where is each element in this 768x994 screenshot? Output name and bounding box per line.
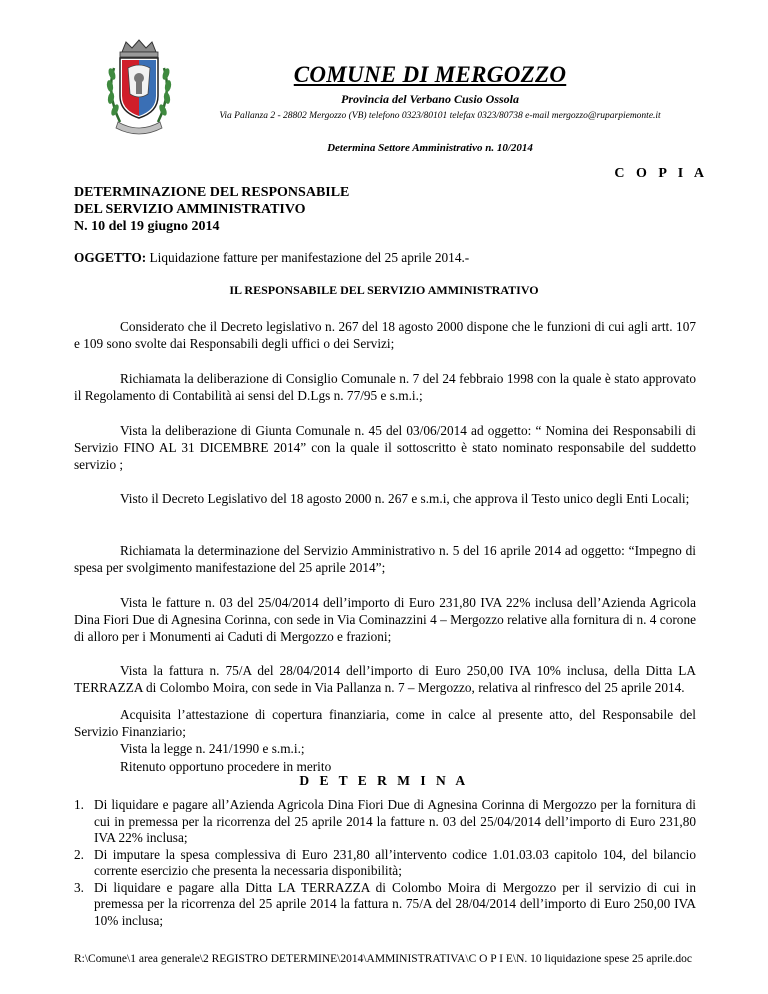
- heading-line-3: N. 10 del 19 giugno 2014: [74, 219, 220, 234]
- municipality-title: COMUNE DI MERGOZZO: [293, 62, 567, 87]
- determina-reference: Determina Settore Amministrativo n. 10/2014: [327, 142, 533, 154]
- paragraph: Acquisita l’attestazione di copertura finanziaria, come in calce al presente atto, del Responsabile del Servizio Finanziario;: [74, 707, 696, 739]
- paragraph: Vista la deliberazione di Giunta Comunale n. 45 del 03/06/2014 ad oggetto: “ Nomina dei Responsabili di Servizio FINO AL 31 DICEMBRE 2014” con la quale il sottoscritto è stato nominato responsabile del suddetto servizio ;: [74, 423, 696, 472]
- list-item: [74, 847, 696, 880]
- item-number: 3.: [74, 879, 84, 895]
- determina-heading: D E T E R M I N A: [299, 773, 469, 788]
- item-text: Di liquidare e pagare all’Azienda Agricola Dina Fiori Due di Agnesina Corinna di Mergozzo per la fornitura di cui in premessa per la ricorrenza del 25 aprile 2014 la fatture n. 03 del 25/04/2014 dell’importo di Euro 231,80 IVA 22% inclusa;: [94, 797, 696, 845]
- item-number: 2.: [74, 846, 84, 862]
- document-heading: [74, 184, 349, 235]
- paragraph: Richiamata la deliberazione di Consiglio Comunale n. 7 del 24 febbraio 1998 con la quale è stato approvato il Regolamento di Contabilità ai sensi del D.Lgs n. 77/95 e s.m.i.;: [74, 371, 696, 403]
- paragraph: Vista la fattura n. 75/A del 28/04/2014 dell’importo di Euro 250,00 IVA 10% inclusa, della Ditta LA TERRAZZA di Colombo Moira, con sede in Via Pallanza n. 7 – Mergozzo, relativa al rinfresco del 25 aprile 2014.: [74, 663, 696, 695]
- contact-address: Via Pallanza 2 - 28802 Mergozzo (VB) telefono 0323/80101 telefax 0323/80738 e-mail mergozzo@ruparpiemonte.it: [219, 111, 661, 121]
- list-item: [74, 880, 696, 930]
- coat-of-arms-logo: [100, 38, 178, 140]
- item-text: Di imputare la spesa complessiva di Euro 231,80 all’intervento codice 1.01.03.03 capitolo 104, del bilancio corrente esercizio che presenta la necessaria disponibilità;: [94, 846, 696, 878]
- list-item: [74, 797, 696, 847]
- province-subtitle: Provincia del Verbano Cusio Ossola: [340, 92, 520, 106]
- decision-list: [74, 797, 696, 929]
- paragraph: Vista le fatture n. 03 del 25/04/2014 dell’importo di Euro 231,80 IVA 22% inclusa dell’Azienda Agricola Dina Fiori Due di Agnesina Corinna, con sede in Via Cominazzini 4 – Mergozzo relative alla fornitura di n. 4 corone di alloro per i Monumenti ai Caduti di Mergozzo e frazioni;: [74, 595, 696, 644]
- subject-label: OGGETTO:: [74, 250, 147, 265]
- file-path-footer: R:\Comune\1 area generale\2 REGISTRO DETERMINE\2014\AMMINISTRATIVA\C O P I E\N. 10 liquidazione spese 25 aprile.doc: [74, 953, 693, 965]
- paragraph: Considerato che il Decreto legislativo n. 267 del 18 agosto 2000 dispone che le funzioni di cui agli artt. 107 e 109 sono svolte dai Responsabili degli uffici o dei Servizi;: [74, 319, 696, 351]
- item-number: 1.: [74, 797, 84, 812]
- item-text: Di liquidare e pagare alla Ditta LA TERRAZZA di Colombo Moira di Mergozzo per il servizio di cui in premessa per la ricorrenza del 25 aprile 2014 la fattura n. 75/A del 28/04/2014 dell’importo di Euro 250,00 IVA 10% inclusa;: [94, 879, 696, 928]
- heading-line-2: DEL SERVIZIO AMMINISTRATIVO: [74, 202, 306, 217]
- copy-stamp: C O P I A: [614, 166, 708, 181]
- paragraph: Vista la legge n. 241/1990 e s.m.i.;: [120, 741, 305, 756]
- paragraph: Ritenuto opportuno procedere in merito: [120, 759, 332, 774]
- section-heading: IL RESPONSABILE DEL SERVIZIO AMMINISTRATIVO: [229, 283, 539, 297]
- paragraph: Visto il Decreto Legislativo del 18 agosto 2000 n. 267 e s.m.i, che approva il Testo unico degli Enti Locali;: [120, 491, 690, 506]
- paragraph: Richiamata la determinazione del Servizio Amministrativo n. 5 del 16 aprile 2014 ad oggetto: “Impegno di spesa per svolgimento manifestazione del 25 aprile 2014”;: [74, 543, 696, 575]
- heading-line-1: DETERMINAZIONE DEL RESPONSABILE: [74, 185, 350, 200]
- subject-line: [74, 250, 469, 266]
- subject-text: Liquidazione fatture per manifestazione del 25 aprile 2014.-: [146, 250, 470, 265]
